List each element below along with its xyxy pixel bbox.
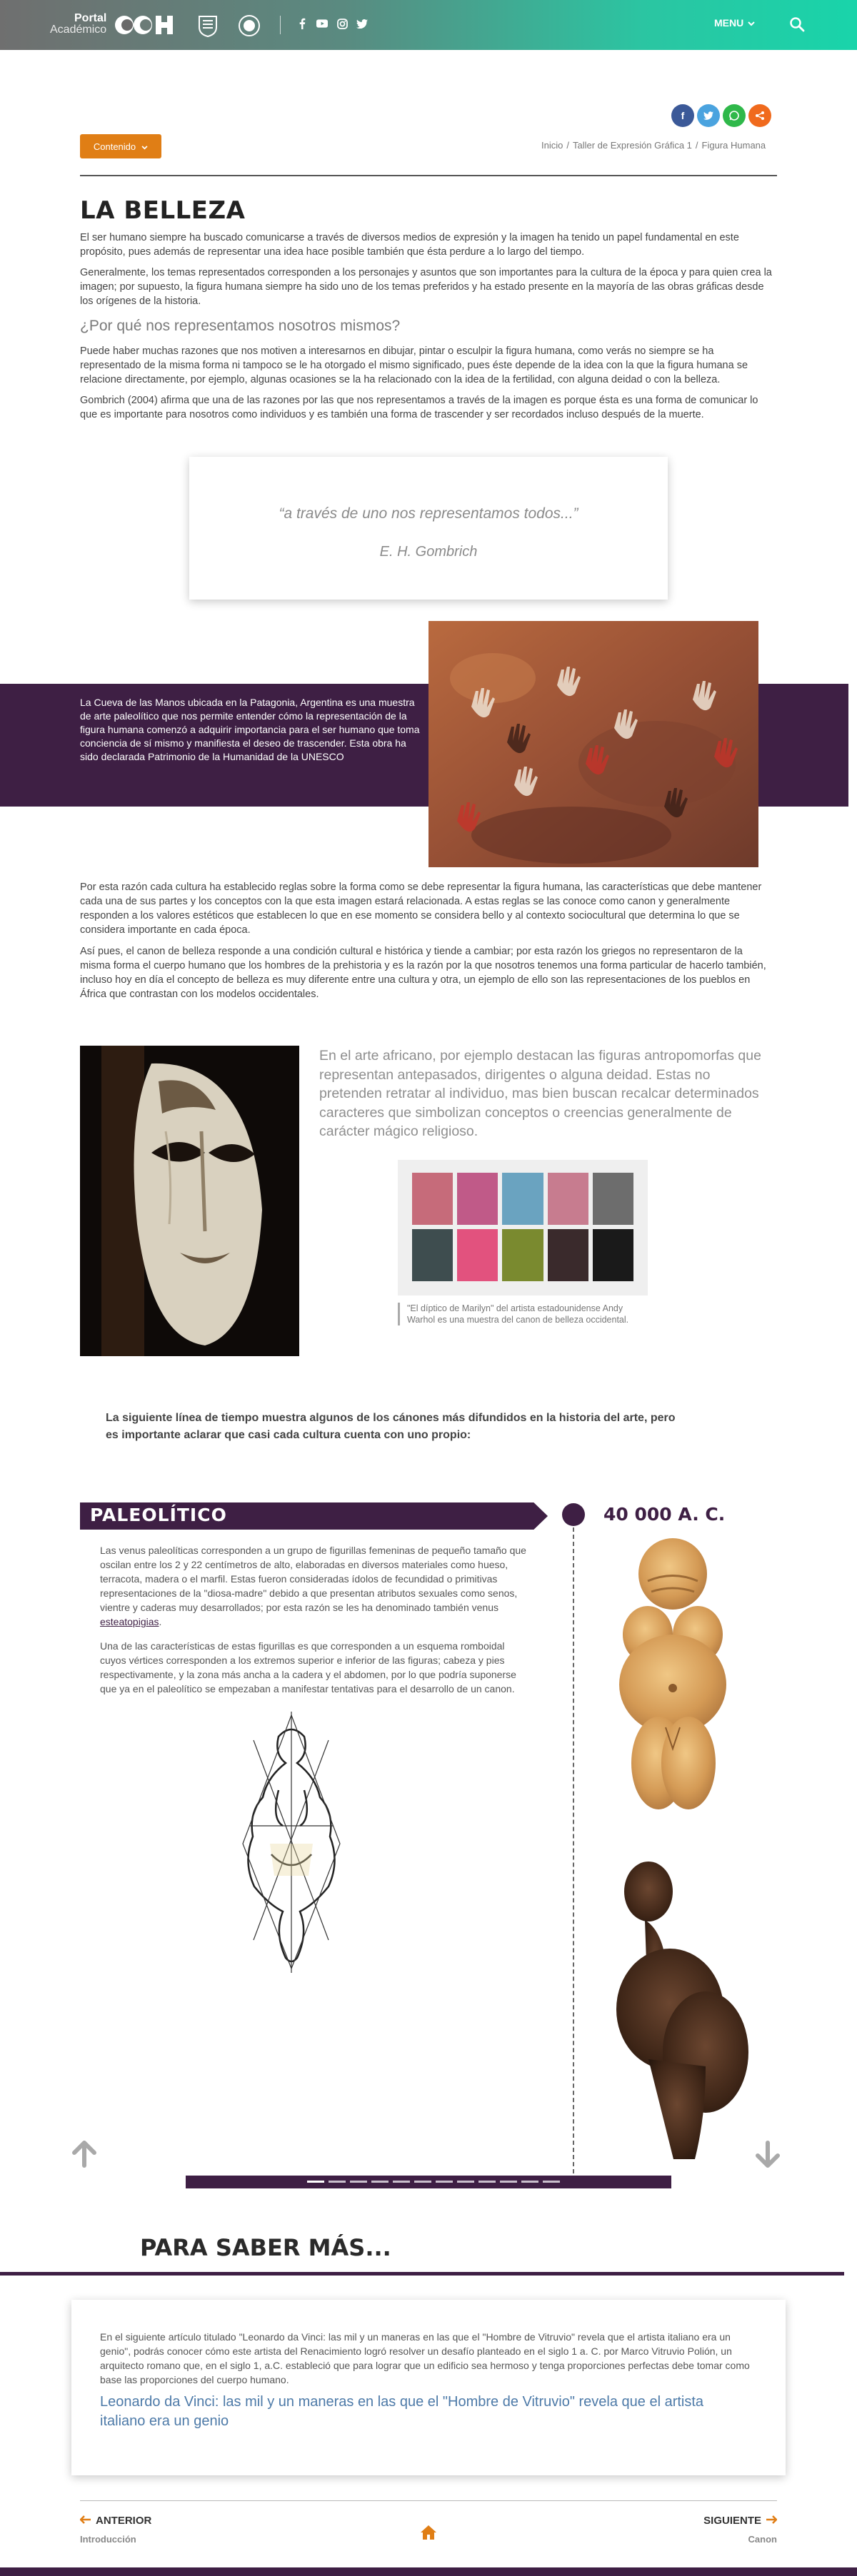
- slider-dot[interactable]: [543, 2181, 560, 2183]
- section-subtitle: ¿Por qué nos representamos nosotros mismos?: [80, 318, 401, 334]
- arrow-left-icon: [80, 2515, 91, 2527]
- timeline-slider[interactable]: [186, 2176, 671, 2188]
- era-title: PALEOLÍTICO: [90, 1505, 227, 1525]
- header-rule: [80, 175, 777, 176]
- facebook-icon[interactable]: [296, 18, 308, 29]
- menu-label: MENU: [714, 17, 744, 29]
- main-menu-button[interactable]: [714, 17, 755, 29]
- section-rule: [0, 2272, 844, 2276]
- marilyn-panel: [412, 1173, 453, 1225]
- quote-card: [189, 457, 668, 600]
- cave-caption: La Cueva de las Manos ubicada en la Patagonia, Argentina es una muestra de arte paleolítico que nos permite entender cómo la representación de la figura humana comenzó a adquirir importancia para el ser humano que toma conciencia de sí mismo y manifiesta el deseo de trascender. Esta obra ha sido declarada Patrimonio de la Humanidad de la UNESCO: [80, 697, 420, 762]
- era-paragraph-end: .: [159, 1616, 162, 1627]
- previous-page-link[interactable]: [80, 2515, 151, 2545]
- arrow-right-icon: [766, 2515, 777, 2527]
- timeline-marker[interactable]: [562, 1503, 585, 1526]
- share-whatsapp-icon[interactable]: [723, 104, 746, 127]
- search-icon[interactable]: [788, 16, 806, 33]
- chevron-down-icon: [748, 17, 755, 29]
- timeline-line: [573, 1527, 574, 2173]
- share-generic-icon[interactable]: [748, 104, 771, 127]
- slider-dot[interactable]: [500, 2181, 517, 2183]
- african-art-text: En el arte africano, por ejemplo destacan las figuras antropomorfas que representan antepasados, dirigentes o alguna deidad. Estas no pretenden retratar al individuo, mas bien buscan recalcar determinados caracteres que simbolizan conceptos o creencias generalmente de carácter mágico religioso.: [319, 1048, 761, 1139]
- previous-subtitle: Introducción: [80, 2534, 136, 2545]
- share-twitter-icon[interactable]: [697, 104, 720, 127]
- previous-label: ANTERIOR: [96, 2515, 152, 2527]
- paragraph: Puede haber muchas razones que nos motiven a interesarnos en dibujar, pintar o esculpir la figura humana, como verás no siempre se ha representado de la misma forma ni tampoco se le ha otorgado el mismo significado, pues éste depende de la idea con la que la figura humana se relacione directamente, por ejemplo, algunas ocasiones se la ha relacionado con la idea de la fertilidad, con alguna deidad o con la belleza.: [80, 345, 748, 385]
- breadcrumb-current: Figura Humana: [701, 140, 766, 151]
- para-saber-mas-title: PARA SABER MÁS...: [140, 2234, 391, 2261]
- logo-line1: Portal: [74, 12, 107, 24]
- further-reading-card: [71, 2300, 786, 2475]
- slider-dot[interactable]: [478, 2181, 496, 2183]
- paragraph: Gombrich (2004) afirma que una de las razones por las que nos representamos a través de la imagen es porque ésta es una forma de comunicar lo que es importante para nosotros como individuos y es también una forma de trascender y ser recordados incluso después de la muerte.: [80, 395, 758, 420]
- marilyn-panel: [548, 1173, 588, 1225]
- bottom-band: [0, 2567, 857, 2576]
- marilyn-panel: [593, 1229, 633, 1281]
- breadcrumb-separator: /: [566, 140, 569, 151]
- paragraph: Por esta razón cada cultura ha establecido reglas sobre la forma como se debe representar la figura humana, las características que debe mantener cada una de sus partes y los conceptos con la que esta imagen estará relacionada. A estas reglas se las conoce como canon y generalmente responden a los valores estéticos que establecen lo que en ese momento se considera bello y al contexto sociocultural que determina lo que se considera importante en cada época.: [80, 882, 762, 936]
- next-page-link[interactable]: [703, 2515, 777, 2545]
- slider-dot[interactable]: [307, 2181, 324, 2183]
- timeline-intro: La siguiente línea de tiempo muestra algunos de los cánones más difundidos en la historia del arte, pero es importante aclarar que casi cada cultura cuenta con uno propio:: [106, 1412, 676, 1441]
- slider-dot[interactable]: [521, 2181, 538, 2183]
- cch-logo[interactable]: [114, 13, 179, 37]
- esteatopigias-link[interactable]: esteatopigias: [100, 1616, 159, 1627]
- instagram-icon[interactable]: [336, 18, 348, 29]
- quote-text: “a través de uno nos representamos todos...”: [279, 505, 578, 522]
- marilyn-panel: [457, 1173, 498, 1225]
- top-navigation-bar: [0, 0, 857, 50]
- slider-dots: [307, 2181, 560, 2183]
- slider-dot[interactable]: [436, 2181, 453, 2183]
- slider-dot[interactable]: [414, 2181, 431, 2183]
- share-buttons: [671, 104, 771, 127]
- chevron-down-icon: [141, 141, 148, 152]
- contents-label: Contenido: [93, 141, 136, 152]
- logo-line2: Académico: [50, 24, 107, 36]
- twitter-icon[interactable]: [356, 18, 368, 29]
- era-paragraph: Una de las características de estas figurillas es que corresponden a un esquema romboidal cuyos vértices corresponden a los extremos superior e inferior de las figuras; cabeza y pies respectivamente, y la zona más ancha a la cadera y el abdomen, por lo que podría suponerse que ya en el paleolítico se empezaban a manifestar tentativas para el desarrollo de un canon.: [100, 1640, 516, 1694]
- slider-dot[interactable]: [393, 2181, 410, 2183]
- slider-dot[interactable]: [457, 2181, 474, 2183]
- warhol-grid: [412, 1173, 633, 1281]
- intro-paragraph: El ser humano siempre ha buscado comunicarse a través de diversos medios de expresión y la imagen ha tenido un papel fundamental en este propósito, pues además de representar una idea hace posible también que ésta perdure a lo largo del tiempo.: [80, 232, 739, 258]
- article-link[interactable]: Leonardo da Vinci: las mil y un maneras en las que el "Hombre de Vitruvio" revela que el artista italiano era un genio: [100, 2394, 704, 2429]
- youtube-icon[interactable]: [316, 18, 328, 29]
- venus-of-willendorf-image: [608, 1535, 737, 1834]
- marilyn-panel: [593, 1173, 633, 1225]
- african-mask-image: [80, 1046, 299, 1356]
- cueva-de-las-manos-image: [428, 621, 758, 867]
- header-social-links: [296, 18, 368, 29]
- next-label-row: [703, 2515, 777, 2527]
- paragraph: Generalmente, los temas representados corresponden a los personajes y asuntos que son importantes para la cultura de la época y para quien crea la imagen; por supuesto, la figura humana siempre ha sido uno de los temas preferidos y ha estado presente en la mayoría de las obras gráficas desde los orígenes de la historia.: [80, 267, 772, 307]
- share-facebook-icon[interactable]: f: [671, 104, 694, 127]
- venus-of-lespugue-image: [606, 1859, 763, 2166]
- timeline-previous-arrow-icon[interactable]: [70, 2140, 99, 2168]
- marilyn-panel: [457, 1229, 498, 1281]
- warhol-caption: "El díptico de Marilyn" del artista estadounidense Andy Warhol es una muestra del canon de belleza occidental.: [398, 1303, 648, 1325]
- contents-dropdown-button[interactable]: [80, 134, 161, 158]
- marilyn-panel: [502, 1173, 543, 1225]
- slider-dot[interactable]: [329, 2181, 346, 2183]
- previous-label-row: [80, 2515, 151, 2527]
- quote-author: E. H. Gombrich: [379, 544, 478, 560]
- marilyn-panel: [502, 1229, 543, 1281]
- marilyn-panel: [548, 1229, 588, 1281]
- breadcrumb: [541, 140, 766, 151]
- unam-shield-icon[interactable]: [196, 14, 219, 37]
- era-paragraph: [100, 1543, 528, 1629]
- slider-dot[interactable]: [350, 2181, 367, 2183]
- header-divider: [280, 16, 281, 34]
- portal-academico-logo[interactable]: [50, 13, 106, 36]
- era-paragraph-text: Las venus paleolíticas corresponden a un grupo de figurillas femeninas de pequeño tamaño que oscilan entre los 2 y 22 centímetros de alto, elaboradas en diversos materiales como hueso, terracota, madera o el marfil. Estas fueron consideradas ídolos de fecundidad o primitivas representaciones de la "diosa-madre" debido a que presentan atributos sexuales como senos, vientre y caderas muy desarrollados; por esta razón se les ha denominado también venus: [100, 1545, 526, 1613]
- paragraph: Así pues, el canon de belleza responde a una condición cultural e histórica y tiende a cambiar; por esta razón los griegos no representaron de la misma forma el cuerpo humano que los hombres de la prehistoria y es la razón por la que nosotros tenemos una forma particular de hacerlo también, incluso hoy en día el concepto de belleza es muy diferente entre una cultura y otra, un ejemplo de ello son las representaciones de los pueblos en África que contrastan con los modelos occidentales.: [80, 946, 766, 1000]
- marilyn-panel: [412, 1229, 453, 1281]
- footer-rule: [80, 2500, 777, 2501]
- next-subtitle: Canon: [748, 2534, 777, 2545]
- home-icon[interactable]: [420, 2525, 437, 2540]
- slider-dot[interactable]: [371, 2181, 389, 2183]
- seal-logo-icon[interactable]: [238, 14, 261, 37]
- page-title: LA BELLEZA: [80, 196, 246, 225]
- timeline-next-arrow-icon[interactable]: [753, 2140, 782, 2168]
- next-label: SIGUIENTE: [703, 2515, 761, 2527]
- marilyn-diptych-image: [398, 1160, 648, 1295]
- breadcrumb-home-link[interactable]: Inicio: [541, 140, 563, 151]
- breadcrumb-separator: /: [695, 140, 698, 151]
- further-reading-text: En el siguiente artículo titulado "Leonardo da Vinci: las mil y un maneras en las que el "Hombre de Vitruvio" revela que el artista italiano era un genio", podrás conocer cómo este artista del Renacimiento logró resolver un desafío planteado en el siglo 1 a. C. por Marco Vitruvio Polión, un arquitecto romano que, en el siglo 1, a.C. estableció que para lograr que un edificio sea hermoso y tenga proporciones perfectas debe tomar como base las proporciones del cuerpo humano.: [100, 2331, 750, 2385]
- era-date: 40 000 A. C.: [603, 1504, 726, 1525]
- venus-rhomboid-sketch: [229, 1712, 354, 1973]
- breadcrumb-course-link[interactable]: Taller de Expresión Gráfica 1: [572, 140, 692, 151]
